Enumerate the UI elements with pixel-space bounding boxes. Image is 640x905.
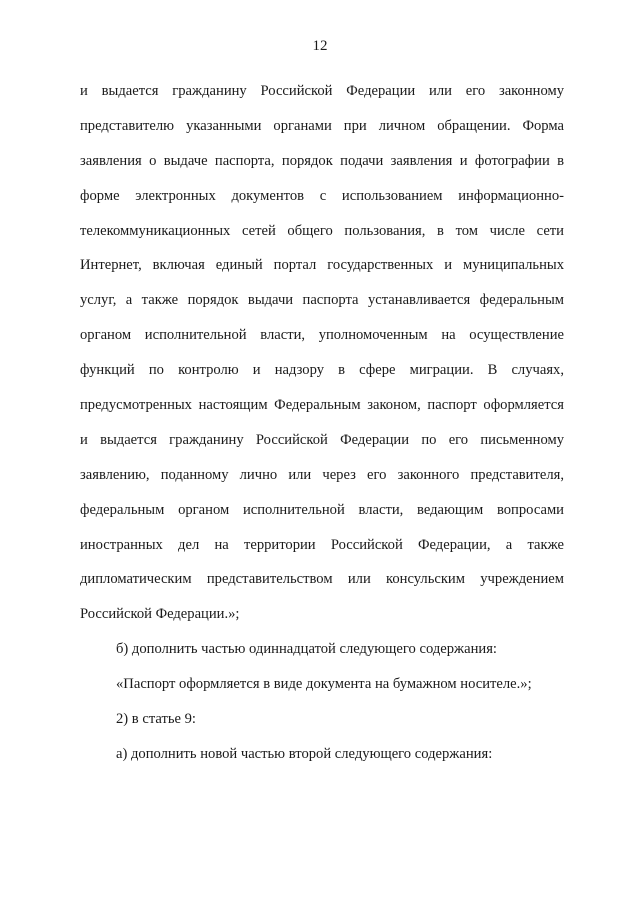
paragraph-continuation: [80, 74, 564, 632]
body-text: [80, 74, 564, 772]
text-line: услуг, а также порядок выдачи паспорта устанавливается федеральным: [80, 292, 564, 309]
text-line: заявлению, поданному лично или через его законного представителя,: [80, 466, 564, 483]
quote-paragraph: «Паспорт оформляется в виде документа на бумажном носителе.»;: [116, 676, 532, 693]
text-line: федеральным органом исполнительной власти, ведающим вопросами: [80, 501, 564, 518]
text-line: органом исполнительной власти, уполномоченным на осуществление: [80, 327, 564, 344]
page-number: 12: [312, 38, 328, 54]
text-line: предусмотренных настоящим Федеральным законом, паспорт оформляется: [80, 397, 564, 414]
text-line: форме электронных документов с использованием информационно-: [80, 187, 564, 204]
item-2-paragraph: 2) в статье 9:: [116, 711, 196, 728]
item-a-paragraph: а) дополнить новой частью второй следующего содержания:: [116, 745, 493, 762]
text-line: заявления о выдаче паспорта, порядок подачи заявления и фотографии в: [80, 152, 564, 169]
text-line: представителю указанными органами при личном обращении. Форма: [80, 117, 564, 134]
item-b-paragraph: б) дополнить частью одиннадцатой следующего содержания:: [116, 641, 497, 658]
text-line: Интернет, включая единый портал государственных и муниципальных: [80, 257, 564, 274]
text-line: и выдается гражданину Российской Федерации по его письменному: [80, 431, 564, 448]
text-line: телекоммуникационных сетей общего пользования, в том числе сети: [80, 222, 564, 239]
text-line: и выдается гражданину Российской Федерации или его законному: [80, 83, 564, 99]
text-line: функций по контролю и надзору в сфере миграции. В случаях,: [80, 362, 564, 379]
text-line: Российской Федерации.»;: [80, 606, 240, 623]
text-line: иностранных дел на территории Российской Федерации, а также: [80, 536, 564, 553]
text-line: дипломатическим представительством или консульским учреждением: [80, 571, 564, 588]
